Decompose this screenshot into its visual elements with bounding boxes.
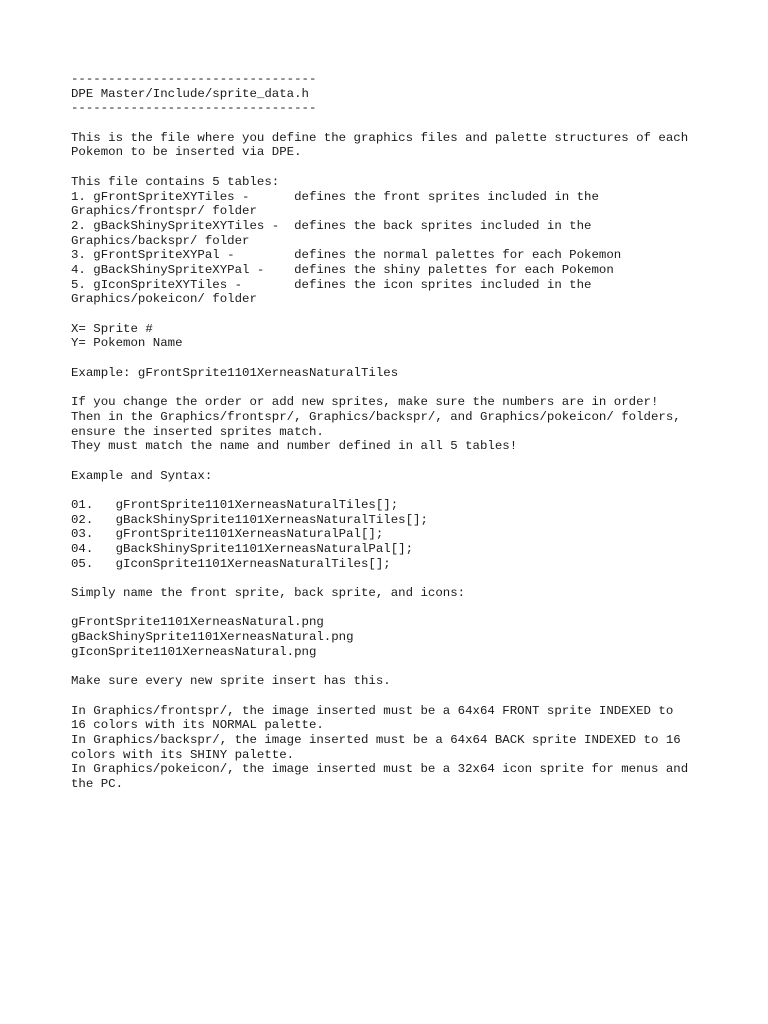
requirement-line: In Graphics/pokeicon/, the image inserted must be a 32x64 icon sprite for menus and	[71, 762, 689, 777]
order-note-line: They must match the name and number defined in all 5 tables!	[71, 439, 518, 454]
requirement-line: In Graphics/frontspr/, the image inserted must be a 64x64 FRONT sprite INDEXED to	[71, 703, 674, 718]
header-rule-bottom: ---------------------------------	[71, 101, 317, 116]
order-note-line: If you change the order or add new sprites, make sure the numbers are in order!	[71, 395, 659, 410]
document-title: DPE Master/Include/sprite_data.h	[71, 86, 309, 101]
insert-note: Make sure every new sprite insert has this.	[71, 674, 391, 689]
intro-line: Pokemon to be inserted via DPE.	[71, 145, 302, 160]
table-line: 1. gFrontSpriteXYTiles - defines the front sprites included in the	[71, 189, 599, 204]
requirement-line: colors with its SHINY palette.	[71, 747, 295, 762]
order-note-line: ensure the inserted sprites match.	[71, 424, 324, 439]
naming-heading: Simply name the front sprite, back sprite, and icons:	[71, 586, 466, 601]
example-name: Example: gFrontSprite1101XerneasNaturalTiles	[71, 365, 399, 380]
requirement-line: the PC.	[71, 777, 124, 791]
file-name: gFrontSprite1101XerneasNatural.png	[71, 615, 324, 630]
document-page	[71, 72, 731, 792]
requirement-line: 16 colors with its NORMAL palette.	[71, 718, 324, 733]
syntax-line: 04. gBackShinySprite1101XerneasNaturalPal[];	[71, 542, 414, 556]
intro-line: This is the file where you define the graphics files and palette structures of each	[71, 130, 689, 145]
table-line: Graphics/backspr/ folder	[71, 233, 250, 248]
table-line: 2. gBackShinySpriteXYTiles - defines the back sprites included in the	[71, 218, 592, 233]
legend-line: Y= Pokemon Name	[71, 336, 183, 351]
table-line: Graphics/frontspr/ folder	[71, 204, 257, 219]
tables-heading: This file contains 5 tables:	[71, 174, 280, 189]
legend-line: X= Sprite #	[71, 321, 153, 336]
table-line: 5. gIconSpriteXYTiles - defines the icon sprites included in the	[71, 277, 592, 292]
syntax-line: 01. gFrontSprite1101XerneasNaturalTiles[];	[71, 497, 399, 512]
file-name: gIconSprite1101XerneasNatural.png	[71, 644, 317, 659]
requirement-line: In Graphics/backspr/, the image inserted must be a 64x64 BACK sprite INDEXED to 16	[71, 732, 681, 747]
order-note-line: Then in the Graphics/frontspr/, Graphics/backspr/, and Graphics/pokeicon/ folders,	[71, 409, 681, 424]
table-line: 4. gBackShinySpriteXYPal - defines the shiny palettes for each Pokemon	[71, 262, 614, 277]
table-line: Graphics/pokeicon/ folder	[71, 292, 257, 307]
syntax-line: 03. gFrontSprite1101XerneasNaturalPal[];	[71, 527, 384, 542]
file-name: gBackShinySprite1101XerneasNatural.png	[71, 630, 354, 645]
syntax-line: 05. gIconSprite1101XerneasNaturalTiles[];	[71, 556, 391, 571]
table-line: 3. gFrontSpriteXYPal - defines the normal palettes for each Pokemon	[71, 248, 622, 263]
header-rule-top: ---------------------------------	[71, 72, 317, 86]
syntax-line: 02. gBackShinySprite1101XerneasNaturalTiles[];	[71, 512, 428, 527]
syntax-heading: Example and Syntax:	[71, 468, 213, 483]
